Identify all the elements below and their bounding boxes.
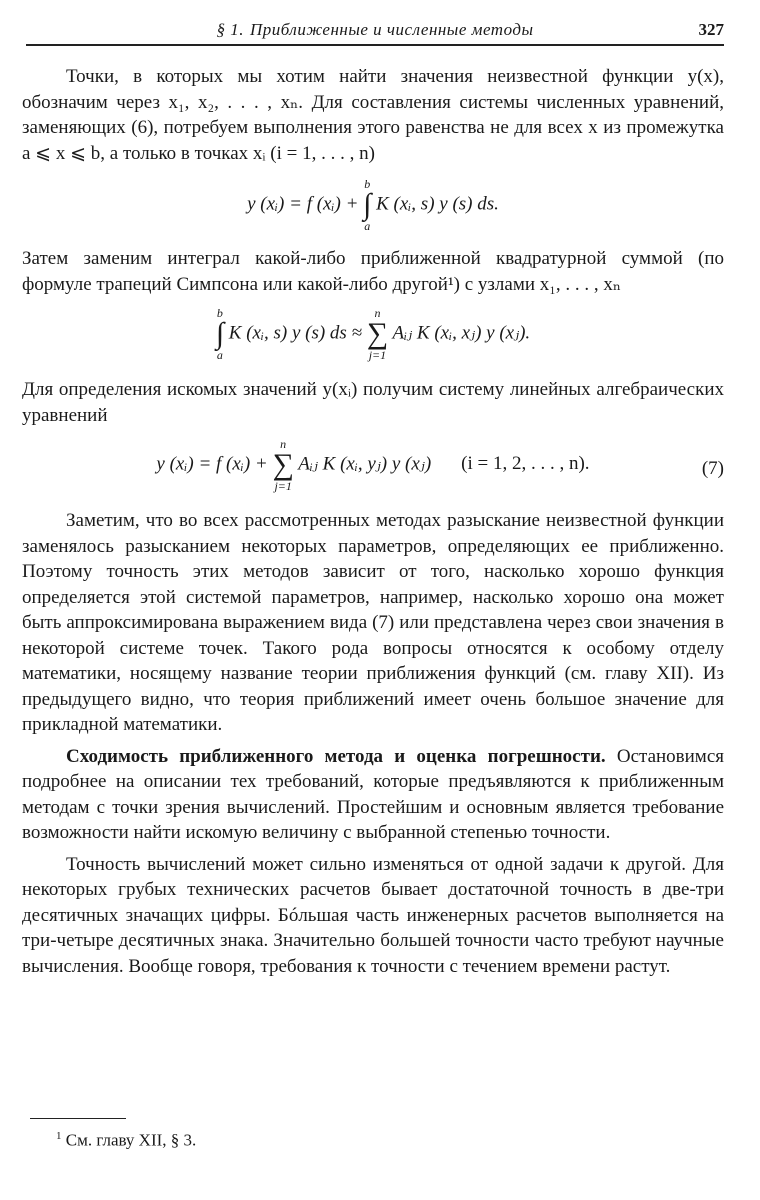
paragraph-5 [22, 744, 724, 846]
formula-3-left: y (xᵢ) = f (xᵢ) + [156, 453, 273, 475]
equation-number: (7) [701, 458, 724, 479]
integral-2-upper-limit: b [216, 306, 223, 320]
section-title: Приближенные и численные методы [250, 20, 534, 39]
sum-sign-3: n ∑ j=1 [272, 437, 294, 493]
formula-3-condition: (i = 1, 2, . . . , n). [461, 453, 590, 475]
formula-2-middle: K (xᵢ, s) y (s) ds ≈ [224, 322, 367, 344]
paragraph-1: Точки, в которых мы хотим найти значения неизвестной функции y(x), обозначим через x₁, x₂, . . . , xₙ. Для составления системы численных уравнений, заменяющих (6), потребуем выполнения этого равенства не для всех x из промежутка a ⩽ x ⩽ b, а только в точках xᵢ (i = 1, . . . , n) [22, 66, 724, 164]
paragraph-4: Заметим, что во всех рассмотренных методах разыскание неизвестной функции заменялось разысканием некоторых параметров, определяющих ее приближенно. Поэтому точность этих методов зависит от того, насколько хорошо функция определяется этой системой параметров, например, насколько хорошо она может быть аппроксимирована выражением вида (7) или представлена через свои значения в некоторой системе точек. Такого рода вопросы относятся к особому отделу математики, носящему название теории приближения функций (см. главу XII). Из предыдущего видно, что теория приближений имеет очень большое значение для прикладной математики. [22, 510, 724, 735]
sum-3-upper-limit: n [280, 437, 287, 451]
paragraph-5-heading: Сходимость приближенного метода и оценка погрешности. [66, 745, 606, 767]
paragraph-2: Затем заменим интеграл какой-либо приближенной квадратурной суммой (по формуле трапеций Симпсона или какой-либо другой¹) с узлами x₁, . . . , xₙ [22, 248, 724, 295]
running-header [26, 18, 724, 42]
integral-lower-limit: a [364, 219, 371, 233]
page-number: 327 [698, 20, 724, 39]
formula-3-tail: Aᵢⱼ K (xᵢ, yⱼ) y (xⱼ) [293, 453, 432, 475]
sum-2-upper-limit: n [374, 306, 381, 320]
section-mark: § 1. [216, 20, 245, 39]
formula-1 [22, 178, 724, 232]
footnote-text: См. главу XII, § 3. [65, 1130, 197, 1150]
formula-2-tail: Aᵢⱼ K (xᵢ, xⱼ) y (xⱼ). [388, 322, 531, 344]
formula-2 [22, 307, 724, 361]
sum-3-lower-limit: j=1 [274, 479, 292, 493]
formula-1-right: K (xᵢ, s) y (s) ds. [371, 193, 499, 215]
page-body [22, 64, 724, 979]
formula-1-left: y (xᵢ) = f (xᵢ) + [247, 193, 364, 215]
integral-upper-limit: b [364, 177, 371, 191]
formula-3 [22, 438, 724, 492]
header-rule [26, 44, 724, 46]
footnote-rule [30, 1118, 126, 1119]
integral-2-lower-limit: a [216, 348, 223, 362]
paragraph-5-text: Остановимся подробнее на описании тех требований, которые предъявляются к приближенным методам с точки зрения вычислений. Простейшим и основным является требование возможности найти искомую величину с выбранной степенью точности. [22, 745, 725, 843]
paragraph-3: Для определения искомых значений y(xᵢ) получим систему линейных алгебраических уравнений [22, 379, 724, 426]
footnote-mark: 1 [56, 1130, 62, 1142]
integral-sign: b ∫ a [363, 177, 372, 233]
sum-2-lower-limit: j=1 [368, 348, 387, 362]
running-title [26, 20, 724, 40]
paragraph-6: Точность вычислений может сильно изменяться от одной задачи к другой. Для некоторых грубых технических расчетов бывает достаточной точность в две-три десятичных значащих цифры. Бóльшая часть инженерных расчетов выполняется на три-четыре десятичных знака. Значительно большей точности часто требуют научные вычисления. Вообще говоря, требования к точности с течением времени растут. [22, 853, 724, 977]
sum-sign-2: n ∑ j=1 [366, 306, 389, 362]
integral-sign-2: b ∫ a [215, 306, 225, 362]
footnote [56, 1130, 196, 1151]
